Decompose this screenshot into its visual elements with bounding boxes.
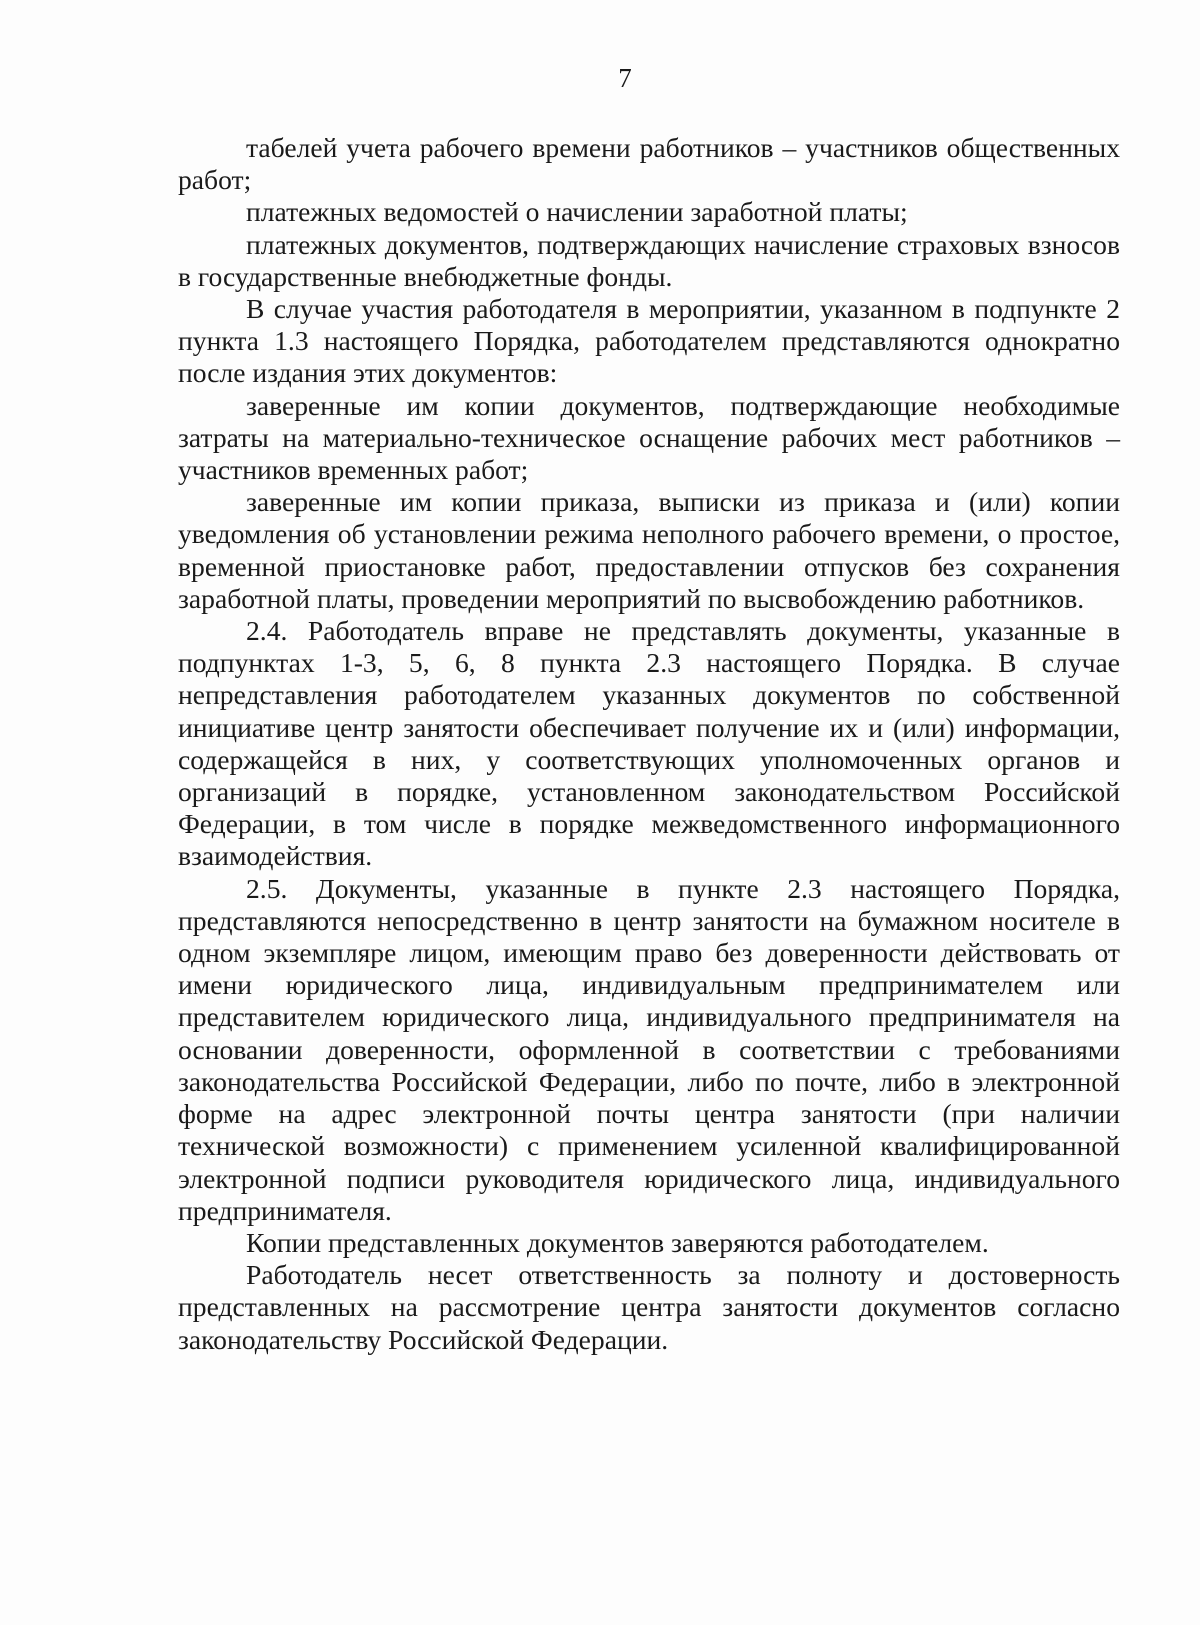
paragraph-timesheets: табелей учета рабочего времени работников – участников общественных работ;	[178, 132, 1120, 196]
page-number: 7	[618, 63, 632, 93]
paragraph-payroll-statements: платежных ведомостей о начислении заработной платы;	[246, 196, 908, 228]
document-body	[178, 132, 1120, 1356]
paragraph-employer-participation: В случае участия работодателя в мероприятии, указанном в подпункте 2 пункта 1.3 настоящего Порядка, работодателем представляются однократно после издания этих документов:	[178, 293, 1120, 389]
paragraph-section-2-4: 2.4. Работодатель вправе не представлять документы, указанные в подпунктах 1-3, 5, 6, 8 пункта 2.3 настоящего Порядка. В случае непредставления работодателем указанных документов по собственной инициативе центр занятости обеспечивает получение их и (или) информации, содержащейся в них, у соответствующих уполномоченных органов и организаций в порядке, установленном законодательством Российской Федерации, в том числе в порядке межведомственного информационного взаимодействия.	[178, 615, 1120, 872]
paragraph-employer-responsibility: Работодатель несет ответственность за полноту и достоверность представленных на рассмотрение центра занятости документов согласно законодательству Российской Федерации.	[178, 1259, 1120, 1355]
paragraph-certified-copies: Копии представленных документов заверяются работодателем.	[246, 1226, 989, 1258]
paragraph-order-copies: заверенные им копии приказа, выписки из приказа и (или) копии уведомления об установлении режима неполного рабочего времени, о простое, временной приостановке работ, предоставлении отпусков без сохранения заработной платы, проведении мероприятий по высвобождению работников.	[178, 486, 1120, 614]
paragraph-insurance-payments: платежных документов, подтверждающих начисление страховых взносов в государственные внебюджетные фонды.	[178, 228, 1120, 292]
paragraph-equipment-costs: заверенные им копии документов, подтверждающие необходимые затраты на материально-техническое оснащение рабочих мест работников – участников временных работ;	[178, 389, 1120, 486]
paragraph-section-2-5: 2.5. Документы, указанные в пункте 2.3 настоящего Порядка, представляются непосредственно в центр занятости на бумажном носителе в одном экземпляре лицом, имеющим право без доверенности действовать от имени юридического лица, индивидуальным предпринимателем или представителем юридического лица, индивидуального предпринимателя на основании доверенности, оформленной в соответствии с требованиями законодательства Российской Федерации, либо по почте, либо в электронной форме на адрес электронной почты центра занятости (при наличии технической возможности) с применением усиленной квалифицированной электронной подписи руководителя юридического лица, индивидуального предпринимателя.	[178, 872, 1120, 1226]
